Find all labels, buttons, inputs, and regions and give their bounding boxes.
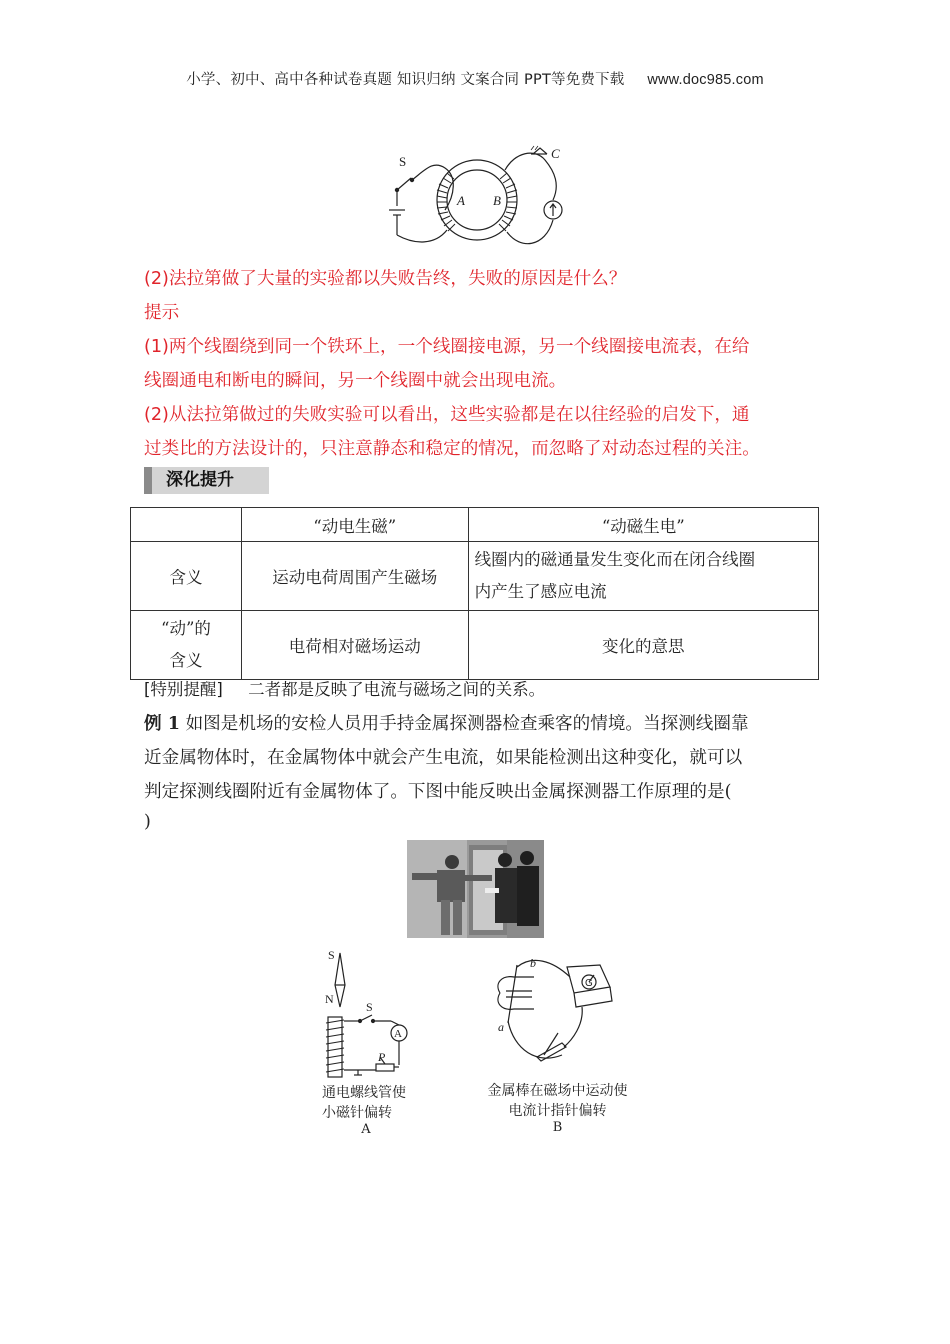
- option-letter-a: A: [361, 1122, 371, 1137]
- cell-line: 线圈内的磁通量发生变化而在闭合线圈: [474, 550, 756, 569]
- answer-line-4: 过类比的方法设计的，只注意静态和稳定的情况，而忽略了对动态过程的关注。: [144, 439, 760, 459]
- question-2: (2)法拉第做了大量的实验都以失败告终，失败的原因是什么？: [144, 269, 627, 289]
- comparison-table: [130, 507, 819, 680]
- row-label: 含义: [131, 542, 242, 611]
- option-a-caption: [322, 1083, 422, 1137]
- caption-line: 小磁针偏转: [322, 1105, 392, 1121]
- table-header-empty: [131, 508, 242, 542]
- answer-line-2: 线圈通电和断电的瞬间，另一个线圈中就会出现电流。: [144, 371, 567, 391]
- special-note: [144, 676, 545, 700]
- security-check-photo: [407, 840, 544, 938]
- header-site: www.doc985.com: [647, 72, 764, 88]
- example-line-2: 近金属物体时，在金属物体中就会产生电流，如果能检测出这种变化，就可以: [144, 748, 743, 768]
- compass-n-label: N: [325, 992, 334, 1006]
- option-b-diagram: [492, 955, 617, 1075]
- row-cell: 电荷相对磁场运动: [241, 611, 468, 680]
- row-cell: 变化的意思: [468, 611, 818, 680]
- example-line-1: [144, 710, 749, 735]
- example-line-3: 判定探测线圈附近有金属物体了。下图中能反映出金属探测器工作原理的是(: [144, 782, 732, 802]
- option-letter-b: B: [552, 1120, 563, 1135]
- table-header-1: “动电生磁”: [241, 508, 468, 542]
- label-s: S: [399, 154, 407, 169]
- caption-line: 通电螺线管使: [322, 1085, 406, 1101]
- galvanometer-label: G: [585, 978, 593, 989]
- faraday-ring-diagram: [385, 140, 575, 255]
- switch-label: S: [366, 1000, 373, 1014]
- note-tag: [特别提醒]: [144, 680, 223, 699]
- table-row: [131, 611, 819, 680]
- page-header: [0, 68, 950, 89]
- section-title: 深化提升: [144, 467, 269, 494]
- compass-s-label: S: [328, 948, 335, 962]
- row-cell: [468, 542, 818, 611]
- rod-b-label: b: [530, 956, 536, 970]
- label-c: C: [551, 146, 560, 161]
- label-line: “动”的: [161, 619, 211, 638]
- note-text: 二者都是反映了电流与磁场之间的关系。: [248, 680, 546, 699]
- answer-line-3: (2)从法拉第做过的失败实验可以看出，这些实验都是在以往经验的启发下，通: [144, 405, 750, 425]
- label-line: 含义: [169, 651, 203, 670]
- caption-line: 金属棒在磁场中运动使: [487, 1083, 628, 1099]
- label-b: B: [493, 193, 501, 208]
- header-text: 小学、初中、高中各种试卷真题 知识归纳 文案合同 PPT等免费下载: [186, 72, 625, 88]
- row-cell: 运动电荷周围产生磁场: [241, 542, 468, 611]
- example-tag: 例 1: [144, 713, 180, 734]
- rheostat-label: P: [378, 1050, 386, 1064]
- rod-a-label: a: [498, 1020, 504, 1034]
- row-label: [131, 611, 242, 680]
- table-row: [131, 508, 819, 542]
- example-text: 如图是机场的安检人员用手持金属探测器检查乘客的情境。当探测线圈靠: [185, 714, 749, 734]
- table-header-2: “动磁生电”: [468, 508, 818, 542]
- caption-line: 电流计指针偏转: [508, 1103, 607, 1119]
- answer-line-1: (1)两个线圈绕到同一个铁环上，一个线圈接电源，另一个线圈接电流表，在给: [144, 337, 750, 357]
- label-a: A: [457, 193, 465, 208]
- hint-label: 提示: [144, 303, 180, 323]
- ammeter-label: A: [394, 1028, 402, 1040]
- table-row: [131, 542, 819, 611]
- option-b-caption: [470, 1081, 645, 1135]
- cell-line: 内产生了感应电流: [474, 582, 607, 601]
- example-line-4: ): [144, 812, 151, 832]
